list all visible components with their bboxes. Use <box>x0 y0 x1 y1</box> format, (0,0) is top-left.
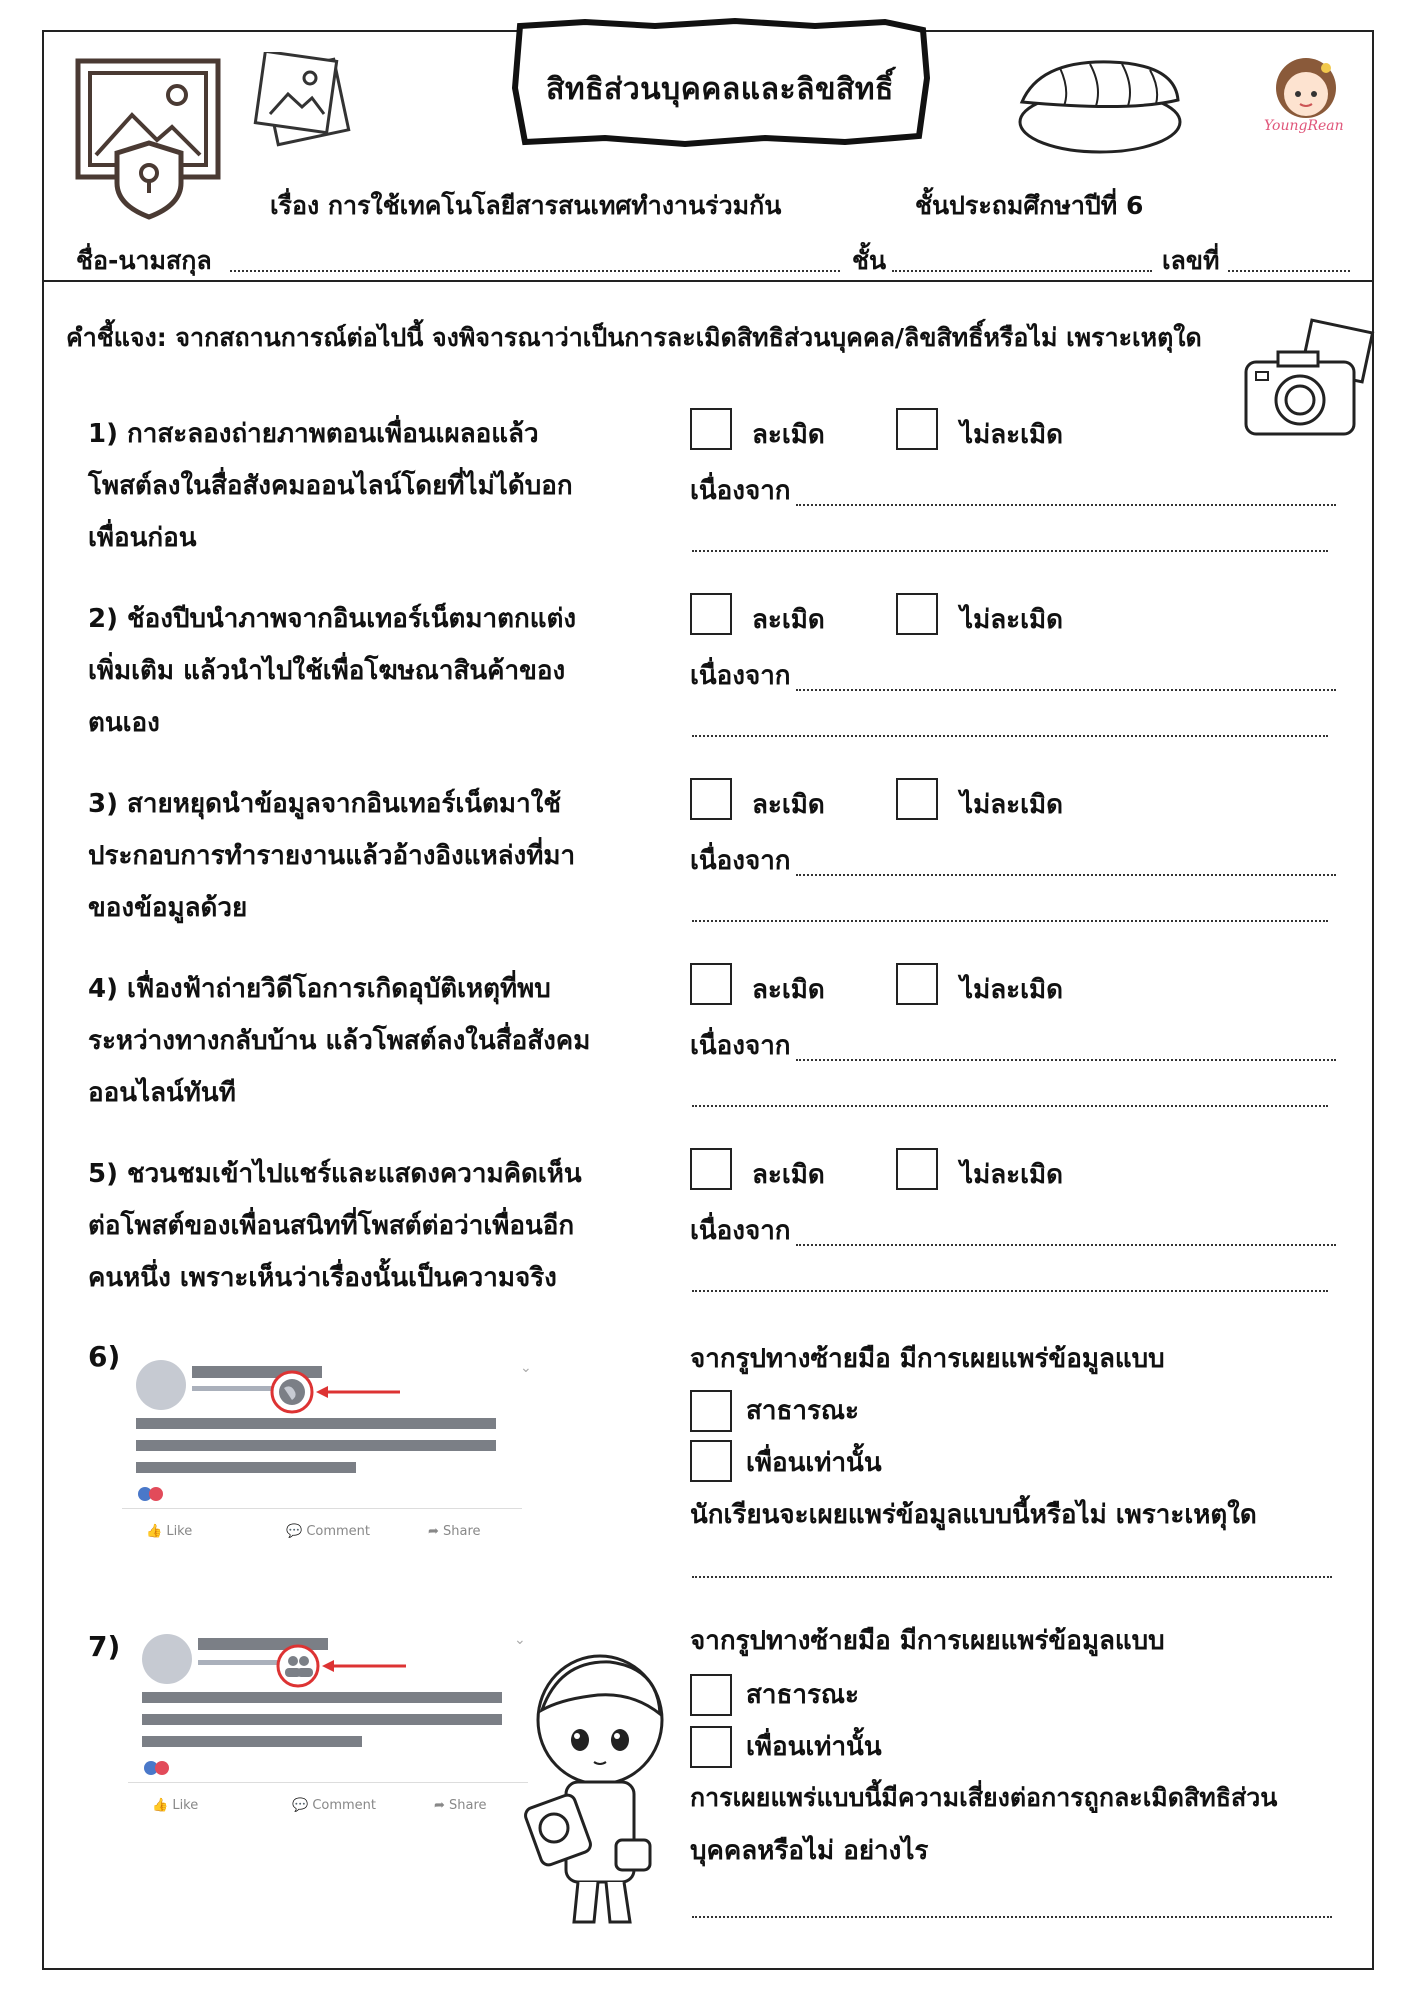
q7-comment-button: 💬 Comment <box>292 1798 377 1813</box>
sushi-icon <box>1010 50 1190 160</box>
q7-facebook-post <box>128 1620 548 1850</box>
question-2 <box>88 593 648 749</box>
q7-share-button: ➦ Share <box>434 1798 487 1813</box>
q7-post-text-line <box>142 1736 362 1747</box>
q2-not-violate-label: ไม่ละเมิด <box>960 605 1064 635</box>
number-label: เลขที่ <box>1162 246 1220 275</box>
q4-not-violate-label: ไม่ละเมิด <box>960 975 1064 1005</box>
class-label: ชั้น <box>852 246 887 275</box>
q3-answer-line-1[interactable] <box>796 874 1336 876</box>
q7-followup-line-1: การเผยแพร่แบบนี้มีความเสี่ยงต่อการถูกละเมิดสิทธิส่วน <box>690 1783 1278 1812</box>
question-1 <box>88 408 648 564</box>
friends-icon <box>276 1642 456 1690</box>
subject-line: เรื่อง การใช้เทคโนโลยีสารสนเทศทำงานร่วมกัน <box>270 191 782 220</box>
q7-public-label: สาธารณะ <box>746 1680 859 1710</box>
question-line: 4) เฟื่องฟ้าถ่ายวิดีโอการเกิดอุบัติเหตุที่พบ <box>88 974 551 1004</box>
q7-number: 7) <box>88 1630 121 1663</box>
q4-not-violate-checkbox[interactable] <box>896 963 938 1005</box>
q7-reactions-icon <box>144 1760 169 1779</box>
q4-answer-line-1[interactable] <box>796 1059 1336 1061</box>
globe-icon <box>270 1368 450 1416</box>
name-field[interactable] <box>230 270 840 272</box>
q6-post-time <box>192 1386 272 1391</box>
q6-chevron-down-icon: ⌄ <box>520 1360 532 1376</box>
q4-answer-line-2[interactable] <box>692 1105 1328 1107</box>
q6-followup: นักเรียนจะเผยแพร่ข้อมูลแบบนี้หรือไม่ เพราะเหตุใด <box>690 1500 1257 1530</box>
q5-violate-checkbox[interactable] <box>690 1148 732 1190</box>
q2-not-violate-checkbox[interactable] <box>896 593 938 635</box>
q7-post-text-line <box>142 1714 502 1725</box>
q6-post-avatar <box>136 1360 186 1410</box>
q6-public-checkbox[interactable] <box>690 1390 732 1432</box>
question-line: 2) ช้องปีบนำภาพจากอินเทอร์เน็ตมาตกแต่ง <box>88 604 577 634</box>
page-title: สิทธิส่วนบุคคลและลิขสิทธิ์ <box>546 72 894 107</box>
question-line: 1) กาสะลองถ่ายภาพตอนเพื่อนเผลอแล้ว <box>88 419 539 449</box>
q6-comment-label: Comment <box>306 1524 371 1539</box>
q6-like-label: Like <box>166 1524 193 1539</box>
image-lock-icon <box>72 55 232 225</box>
q6-like-button: 👍 Like <box>146 1524 193 1539</box>
q6-post-divider <box>122 1508 522 1509</box>
title-banner <box>505 18 935 148</box>
q6-share-label: Share <box>443 1524 481 1539</box>
q7-post-avatar <box>142 1634 192 1684</box>
q7-like-label: Like <box>172 1798 199 1813</box>
question-line: ต่อโพสต์ของเพื่อนสนิทที่โพสต์ต่อว่าเพื่อนอีก <box>88 1211 575 1241</box>
question-line: ประกอบการทำรายงานแล้วอ้างอิงแหล่งที่มา <box>88 841 576 871</box>
q3-not-violate-checkbox[interactable] <box>896 778 938 820</box>
q3-violate-checkbox[interactable] <box>690 778 732 820</box>
q3-not-violate-label: ไม่ละเมิด <box>960 790 1064 820</box>
q1-because-label: เนื่องจาก <box>690 476 791 506</box>
q6-facebook-post <box>122 1346 542 1576</box>
q3-violate-label: ละเมิด <box>752 790 825 820</box>
q5-violate-label: ละเมิด <box>752 1160 825 1190</box>
question-4 <box>88 963 648 1119</box>
number-field[interactable] <box>1228 270 1350 272</box>
q6-answer-line[interactable] <box>692 1576 1332 1578</box>
q7-followup-line-2: บุคคลหรือไม่ อย่างไร <box>690 1836 929 1866</box>
question-line: ของข้อมูลด้วย <box>88 893 248 923</box>
logo-badge <box>1258 50 1354 146</box>
q6-friends-checkbox[interactable] <box>690 1440 732 1482</box>
question-line: คนหนึ่ง เพราะเห็นว่าเรื่องนั้นเป็นความจริง <box>88 1263 557 1293</box>
instructions: คำชี้แจง: จากสถานการณ์ต่อไปนี้ จงพิจารณาว่าเป็นการละเมิดสิทธิส่วนบุคคล/ลิขสิทธิ์หรือไม่ เพราะเหตุใด <box>66 323 1202 352</box>
q3-answer-line-2[interactable] <box>692 920 1328 922</box>
name-label: ชื่อ-นามสกุล <box>76 246 212 275</box>
q2-violate-label: ละเมิด <box>752 605 825 635</box>
question-line: 3) สายหยุดนำข้อมูลจากอินเทอร์เน็ตมาใช้ <box>88 789 562 819</box>
q7-chevron-down-icon: ⌄ <box>514 1632 526 1648</box>
q1-not-violate-checkbox[interactable] <box>896 408 938 450</box>
q7-comment-label: Comment <box>312 1798 377 1813</box>
q1-answer-line-2[interactable] <box>692 550 1328 552</box>
q7-public-checkbox[interactable] <box>690 1674 732 1716</box>
q5-not-violate-checkbox[interactable] <box>896 1148 938 1190</box>
q7-friends-checkbox[interactable] <box>690 1726 732 1768</box>
question-line: 5) ชวนชมเข้าไปแชร์และแสดงความคิดเห็น <box>88 1159 582 1189</box>
q6-post-text-line <box>136 1462 356 1473</box>
q2-violate-checkbox[interactable] <box>690 593 732 635</box>
question-line: ออนไลน์ทันที <box>88 1078 236 1108</box>
q7-share-label: Share <box>449 1798 487 1813</box>
question-5 <box>88 1148 648 1304</box>
boy-photographer-icon <box>520 1650 680 1940</box>
q2-answer-line-2[interactable] <box>692 735 1328 737</box>
question-line: ระหว่างทางกลับบ้าน แล้วโพสต์ลงในสื่อสังคม <box>88 1026 591 1056</box>
q4-violate-label: ละเมิด <box>752 975 825 1005</box>
q4-because-label: เนื่องจาก <box>690 1031 791 1061</box>
photos-icon <box>250 52 360 152</box>
q6-post-text-line <box>136 1418 496 1429</box>
q6-number: 6) <box>88 1340 121 1373</box>
q7-post-text-line <box>142 1692 502 1703</box>
q2-answer-line-1[interactable] <box>796 689 1336 691</box>
q1-not-violate-label: ไม่ละเมิด <box>960 420 1064 450</box>
question-line: เพื่อนก่อน <box>88 523 197 553</box>
q5-answer-line-2[interactable] <box>692 1290 1328 1292</box>
q6-post-text-line <box>136 1440 496 1451</box>
q6-prompt: จากรูปทางซ้ายมือ มีการเผยแพร่ข้อมูลแบบ <box>690 1344 1165 1374</box>
q3-because-label: เนื่องจาก <box>690 846 791 876</box>
logo-text: YoungRean <box>1264 118 1344 134</box>
q2-because-label: เนื่องจาก <box>690 661 791 691</box>
question-line: ตนเอง <box>88 708 160 738</box>
q1-violate-label: ละเมิด <box>752 420 825 450</box>
q6-reactions-icon <box>138 1486 163 1505</box>
q5-because-label: เนื่องจาก <box>690 1216 791 1246</box>
q7-prompt: จากรูปทางซ้ายมือ มีการเผยแพร่ข้อมูลแบบ <box>690 1626 1165 1656</box>
q6-public-label: สาธารณะ <box>746 1396 859 1426</box>
camera-icon <box>1240 318 1380 448</box>
q1-violate-checkbox[interactable] <box>690 408 732 450</box>
question-3 <box>88 778 648 934</box>
q4-violate-checkbox[interactable] <box>690 963 732 1005</box>
q7-post-divider <box>128 1782 528 1783</box>
q6-comment-button: 💬 Comment <box>286 1524 371 1539</box>
q5-answer-line-1[interactable] <box>796 1244 1336 1246</box>
question-line: เพิ่มเติม แล้วนำไปใช้เพื่อโฆษณาสินค้าของ <box>88 656 566 686</box>
q7-like-button: 👍 Like <box>152 1798 199 1813</box>
q7-friends-label: เพื่อนเท่านั้น <box>746 1732 882 1762</box>
q6-share-button: ➦ Share <box>428 1524 481 1539</box>
q6-friends-label: เพื่อนเท่านั้น <box>746 1448 882 1478</box>
q5-not-violate-label: ไม่ละเมิด <box>960 1160 1064 1190</box>
q7-answer-line[interactable] <box>692 1916 1332 1918</box>
class-field[interactable] <box>892 270 1152 272</box>
q7-post-time <box>198 1660 278 1665</box>
grade-level: ชั้นประถมศึกษาปีที่ 6 <box>915 191 1144 220</box>
question-line: โพสต์ลงในสื่อสังคมออนไลน์โดยที่ไม่ได้บอก <box>88 471 573 501</box>
q1-answer-line-1[interactable] <box>796 504 1336 506</box>
